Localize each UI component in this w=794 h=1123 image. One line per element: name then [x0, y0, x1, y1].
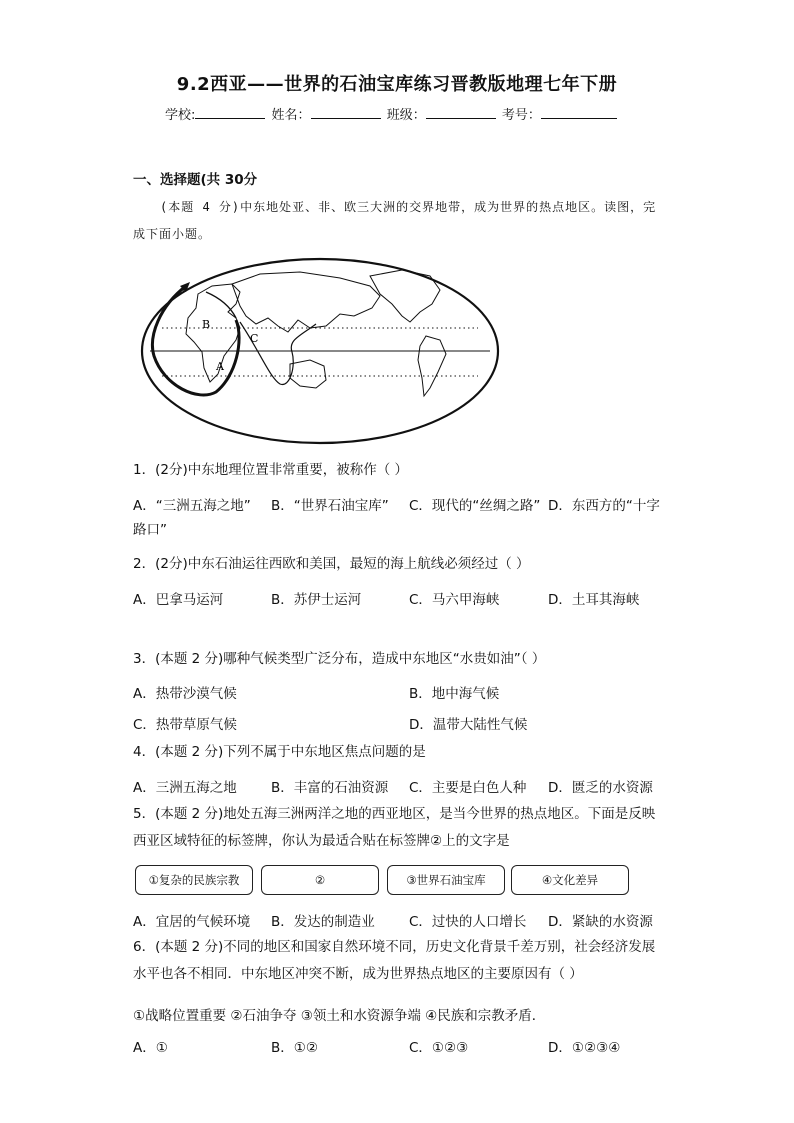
question-2-stem: 2．(2分)中东石油运往西欧和美国，最短的海上航线必须经过（ ）: [133, 556, 530, 572]
class-blank[interactable]: [426, 106, 496, 119]
question-6-stem: 6．(本题 2 分)不同的地区和国家自然环境不同，历史文化背景千差万别，社会经济发展水平也各不相同．中东地区冲突不断，成为世界热点地区的主要原因有（ ）: [133, 939, 656, 982]
exam-no-blank[interactable]: [541, 106, 617, 119]
question-5-option-a[interactable]: A．宜居的气候环境: [133, 914, 251, 930]
school-blank[interactable]: [195, 106, 265, 119]
question-6-option-b[interactable]: B．①②: [271, 1040, 318, 1056]
tag-board-4: ④文化差异: [511, 865, 629, 895]
question-1-option-a[interactable]: A．“三洲五海之地”: [133, 498, 251, 514]
question-2-option-d[interactable]: D．土耳其海峡: [548, 592, 640, 608]
question-3-option-b[interactable]: B．地中海气候: [409, 686, 500, 702]
map-label-a: A: [216, 360, 224, 373]
question-2-option-a[interactable]: A．巴拿马运河: [133, 592, 224, 608]
question-4-stem: 4．(本题 2 分)下列不属于中东地区焦点问题的是: [133, 744, 426, 760]
question-2-option-b[interactable]: B．苏伊士运河: [271, 592, 362, 608]
tag-board-3: ③世界石油宝库: [387, 865, 505, 895]
question-4-option-d[interactable]: D．匮乏的水资源: [548, 780, 653, 796]
section-intro: (本题 4 分)中东地处亚、非、欧三大洲的交界地带，成为世界的热点地区。读图，完成下面小题。: [133, 200, 657, 241]
section-heading: 一、选择题(共 30分: [133, 172, 258, 188]
question-1-option-c[interactable]: C．现代的“丝绸之路”: [409, 498, 541, 514]
question-4-option-b[interactable]: B．丰富的石油资源: [271, 780, 389, 796]
world-map-figure: [140, 256, 500, 446]
question-5-option-d[interactable]: D．紧缺的水资源: [548, 914, 653, 930]
question-3-option-a[interactable]: A．热带沙漠气候: [133, 686, 237, 702]
map-label-c: C: [250, 332, 259, 345]
question-1-option-b[interactable]: B．“世界石油宝库”: [271, 498, 389, 514]
question-3-option-c[interactable]: C．热带草原气候: [133, 717, 237, 733]
question-6-option-a[interactable]: A．①: [133, 1040, 168, 1056]
tag-board-1: ①复杂的民族宗教: [135, 865, 253, 895]
question-1-option-d[interactable]: D．东西方的“十字: [548, 498, 660, 514]
student-info-line: [165, 104, 619, 123]
exam-no-label: 考号：: [501, 108, 541, 123]
question-5-option-c[interactable]: C．过快的人口增长: [409, 914, 527, 930]
question-6-option-d[interactable]: D．①②③④: [548, 1040, 621, 1056]
question-2-option-c[interactable]: C．马六甲海峡: [409, 592, 500, 608]
question-3-stem: 3．(本题 2 分)哪种气候类型广泛分布，造成中东地区“水贵如油”（ ）: [133, 651, 546, 667]
class-label: 班级：: [386, 108, 426, 123]
question-5-stem: 5．(本题 2 分)地处五海三洲两洋之地的西亚地区，是当今世界的热点地区。下面是反映西亚区域特征的标签牌，你认为最适合贴在标签牌②上的文字是: [133, 806, 656, 849]
name-label: 姓名：: [271, 108, 311, 123]
worksheet-title: 9.2西亚——世界的石油宝库练习晋教版地理七年下册: [176, 74, 618, 95]
question-4-option-a[interactable]: A．三洲五海之地: [133, 780, 237, 796]
question-1-continuation: 路口”: [133, 522, 167, 538]
question-6-statements: ①战略位置重要 ②石油争夺 ③领土和水资源争端 ④民族和宗教矛盾．: [133, 1008, 546, 1024]
question-3-option-d[interactable]: D．温带大陆性气候: [409, 717, 528, 733]
question-4-option-c[interactable]: C．主要是白色人种: [409, 780, 527, 796]
school-label: 学校:: [165, 108, 196, 123]
question-5-option-b[interactable]: B．发达的制造业: [271, 914, 375, 930]
question-6-option-c[interactable]: C．①②③: [409, 1040, 469, 1056]
map-label-b: B: [202, 318, 211, 331]
question-5-tag-boards: [135, 865, 630, 897]
tag-board-2: ②: [261, 865, 379, 895]
question-1-stem: 1．(2分)中东地理位置非常重要，被称作（ ）: [133, 462, 409, 478]
name-blank[interactable]: [311, 106, 381, 119]
